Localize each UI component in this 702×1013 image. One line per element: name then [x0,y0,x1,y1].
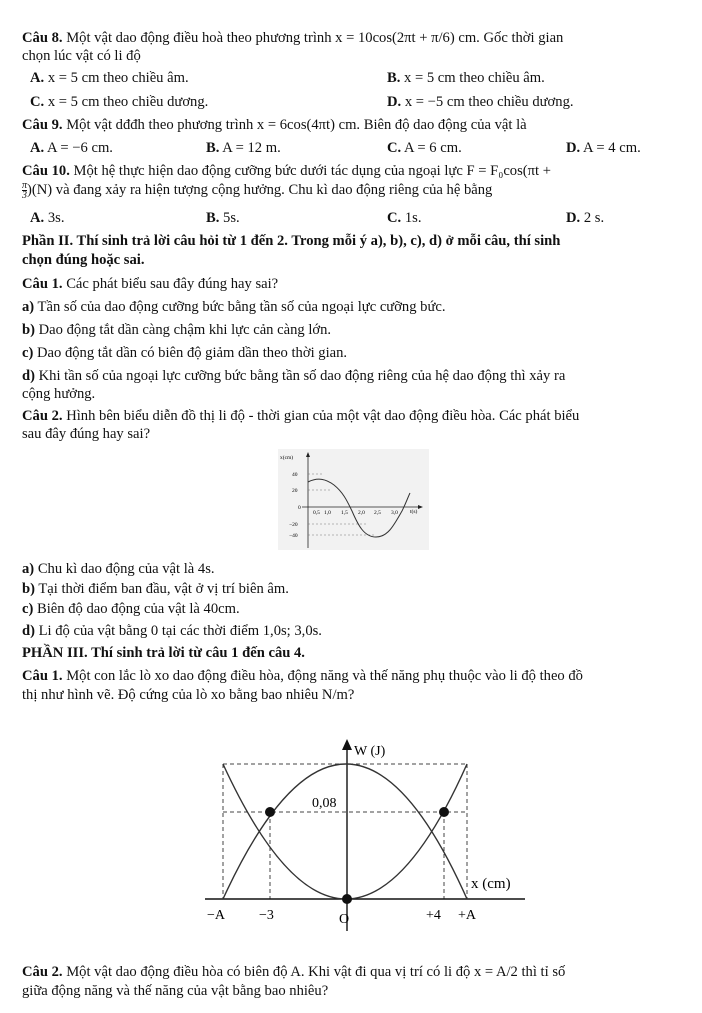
p2q2-statement-c: c) Biên độ dao động của vật là 40cm. [22,601,240,617]
q10-option-b: B. 5s. [206,210,240,226]
q8-option-a: A. x = 5 cm theo chiều âm. [30,70,189,86]
graph2-xtick-pos-a: +A [458,908,477,923]
q9-option-a: A. A = −6 cm. [30,140,113,156]
q9-line-1: Câu 9. Một vật dđđh theo phương trình x = 6cos(4πt) cm. Biên độ dao động của vật là [22,117,527,133]
graph1-xtick-1.5: 1,5 [341,510,348,516]
graph2-xtick-neg-a: −A [207,908,226,923]
graph1-ytick-0: 0 [298,505,301,511]
graph1-xtick-2.5: 2,5 [374,510,381,516]
graph1-xtick-1.0: 1,0 [324,510,331,516]
q10-option-a: A. 3s. [30,210,65,226]
p2q2-statement-a: a) Chu kì dao động của vật là 4s. [22,561,215,577]
q10-option-c: C. 1s. [387,210,422,226]
part2-heading-2: chọn đúng hoặc sai. [22,252,145,268]
graph2-xlabel: x (cm) [471,876,511,892]
part2-heading-1: Phần II. Thí sinh trả lời câu hỏi từ 1 đến 2. Trong mỗi ý a), b), c), d) ở mỗi câu, thí sinh [22,233,561,249]
q8-line-2: chọn lúc vật có li độ [22,48,141,64]
graph1-ytick-40: 40 [292,472,298,478]
q10-fraction: $\frac{\pi}{3}$ [22,180,28,202]
graph1-xtick-3.0: 3,0 [391,510,398,516]
graph2-xtick-neg3: −3 [259,908,274,923]
q8-option-d: D. x = −5 cm theo chiều dương. [387,94,574,110]
graph2-value-label: 0,08 [312,796,337,811]
q9-option-b: B. A = 12 m. [206,140,281,156]
q10-option-d: D. 2 s. [566,210,605,226]
p2q2-statement-d: d) Li độ của vật bằng 0 tại các thời điểm 1,0s; 3,0s. [22,623,322,639]
q8-label: Câu 8. [22,30,63,46]
graph1-xlabel: t(s) [410,509,418,515]
graph2-xtick-pos4: +4 [426,908,441,923]
graph1-xtick-0.5: 0,5 [313,510,320,516]
graph1-ytick-neg40: −40 [289,533,298,539]
graph1-ytick-neg20: −20 [289,522,298,528]
q10-line-1: Câu 10. Một hệ thực hiện dao động cưỡng bức dưới tác dụng của ngoại lực F = F₀cos(πt + [22,163,551,179]
p3q2-line-1: Câu 2. Một vật dao động điều hòa có biên độ A. Khi vật đi qua vị trí có li độ x = A/2 thì tỉ số [22,964,566,980]
p2q1-statement-b: b) Dao động tắt dần càng chậm khi lực cản càng lớn. [22,322,332,338]
graph2-ylabel: W (J) [354,744,386,759]
p2q2-statement-b: b) Tại thời điểm ban đầu, vật ở vị trí biên âm. [22,581,289,597]
p3q1-line-2: thị như hình vẽ. Độ cứng của lò xo bằng bao nhiêu N/m? [22,687,355,703]
graph1-ytick-20: 20 [292,488,298,494]
graph1-ylabel: x(cm) [280,455,294,461]
displacement-time-graph [278,449,429,550]
q8-line-1 [22,29,563,47]
p2q1-statement-c: c) Dao động tắt dần có biên độ giảm dần theo thời gian. [22,345,348,361]
part3-heading: PHẦN III. Thí sinh trả lời từ câu 1 đến câu 4. [22,645,305,661]
p2q1-line: Câu 1. Các phát biểu sau đây đúng hay sai? [22,276,279,292]
p3q1-line-1: Câu 1. Một con lắc lò xo dao động điều hòa, động năng và thế năng phụ thuộc vào li độ theo đồ [22,668,583,684]
p3q2-line-2: giữa động năng và thế năng của vật bằng bao nhiêu? [22,983,329,999]
q9-option-d: D. A = 4 cm. [566,140,641,156]
q9-option-c: C. A = 6 cm. [387,140,462,156]
graph2-xtick-origin: O [339,912,350,927]
p2q1-statement-d: d) Khi tần số của ngoại lực cưỡng bức bằng tần số dao động riêng của hệ dao động thì xảy ra [22,368,566,384]
q8-text: Một vật dao động điều hoà theo phương trình x = 10cos(2πt + π/6) cm. Gốc thời gian [62,30,564,46]
energy-position-graph [185,735,535,935]
q9-label: Câu 9. [22,117,63,133]
p2q1-statement-a: a) Tần số của dao động cưỡng bức bằng tần số của ngoại lực cưỡng bức. [22,299,446,315]
q10-line-2: $\frac{\pi}{3}$ )(N) và đang xảy ra hiện tượng cộng hưởng. Chu kì dao động riêng của hệ bằng [22,180,493,202]
p2q2-line-2: sau đây đúng hay sai? [22,426,151,442]
q10-label: Câu 10. [22,163,70,179]
q8-option-c: C. x = 5 cm theo chiều dương. [30,94,209,110]
p2q1-statement-d-cont: cộng hưởng. [22,386,96,402]
q8-option-b: B. x = 5 cm theo chiều âm. [387,70,545,86]
p2q2-line-1: Câu 2. Hình bên biểu diễn đồ thị li độ - thời gian của một vật dao động điều hòa. Các phát biểu [22,408,580,424]
graph1-xtick-2.0: 2,0 [358,510,365,516]
